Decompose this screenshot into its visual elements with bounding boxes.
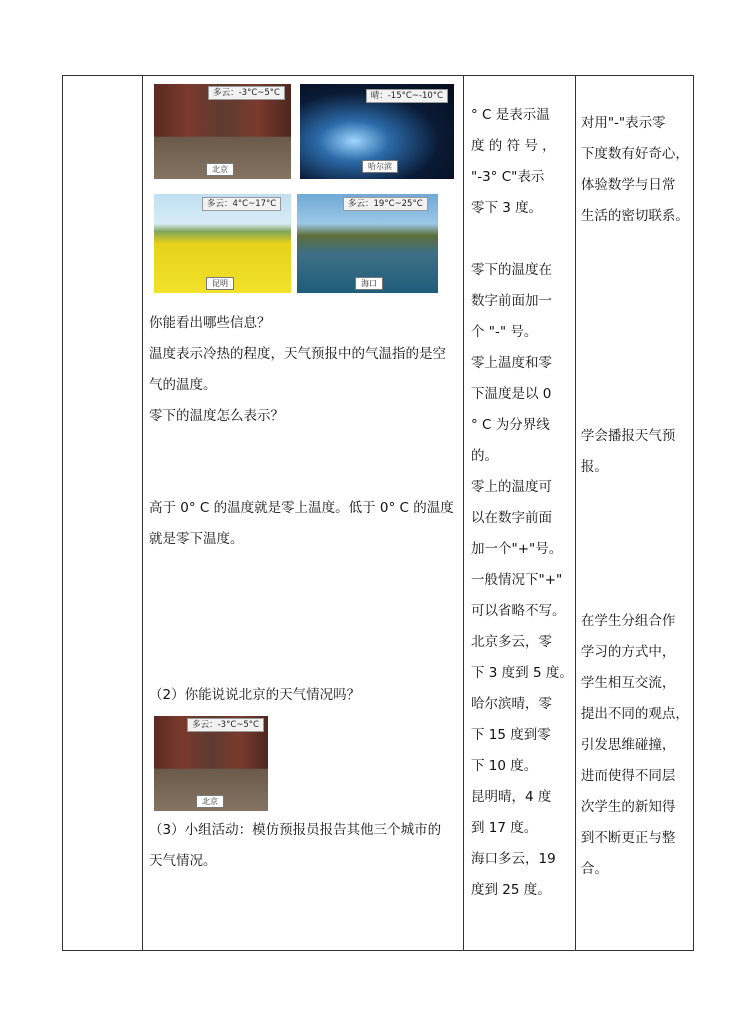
weather-label: 多云：-3°C~5°C [187,718,264,732]
student-line: 以在数字前面 [471,510,552,526]
question-4-line2: 天气情况。 [149,853,217,869]
question-2: 零下的温度怎么表示？ [149,408,284,424]
question-4-line1: （3）小组活动：模仿预报员报告其他三个城市的 [149,822,442,838]
student-line: 下 3 度到 5 度。 [471,665,573,681]
beijing-photo-small [154,716,268,811]
question-3: （2）你能说说北京的天气情况吗？ [149,687,361,703]
student-line: 零下的温度在 [471,262,552,278]
student-line: 数字前面加一 [471,293,552,309]
table-row [63,76,694,951]
answer-1-line1: 温度表示冷热的程度，天气预报中的气温指的是空 [149,346,446,362]
intent-line: 下度数有好奇心， [580,146,689,162]
intent-line: 提出不同的观点， [580,706,689,722]
weather-label: 多云：4°C~17°C [202,197,281,211]
student-line: 一般情况下"+" [471,572,563,588]
intent-line: 进而使得不同层 [580,768,676,784]
design-intent-cell [575,76,693,951]
intent-line: 报。 [580,459,608,475]
city-label: 昆明 [206,277,234,290]
city-label: 北京 [206,163,234,176]
intent-line: 生活的密切联系。 [580,208,689,224]
student-line [471,224,573,255]
answer-2-line2: 就是零下温度。 [149,531,244,547]
haikou-photo [297,194,438,293]
student-line: 哈尔滨晴，零 [471,696,552,712]
student-line: 的。 [471,448,498,464]
intent-line: 合。 [580,861,608,877]
harbin-photo [300,84,454,179]
city-label: 海口 [355,277,383,290]
beijing-photo [154,84,291,179]
student-line: 度到 25 度。 [471,882,551,898]
student-line: 零上温度和零 [471,355,552,371]
intent-line: 学生相互交流， [580,675,676,691]
intent-line: 对用"-"表示零 [580,115,666,131]
student-line: ° C 是表示温 [471,107,550,123]
student-line: 下温度是以 0 [471,386,552,402]
student-activity-cell [464,76,576,951]
intent-line: 学习的方式中， [580,644,676,660]
intent-line: 引发思维碰撞， [580,737,676,753]
student-line: 海口多云，19 [471,851,556,867]
student-line: 零上的温度可 [471,479,552,495]
weather-label: 多云：19°C~25°C [343,197,428,211]
question-1: 你能看出哪些信息？ [149,315,271,331]
kunming-photo [154,194,291,293]
answer-1-line2: 气的温度。 [149,377,217,393]
student-line: 下 10 度。 [471,758,538,774]
stage-cell [63,76,143,951]
intent-line: 体验数学与日常 [580,177,676,193]
intent-line: 学会播报天气预 [580,428,676,444]
weather-label: 多云：-3°C~5°C [208,86,285,100]
weather-label: 晴：-15°C~-10°C [366,89,448,103]
student-line: 零下 3 度。 [471,200,543,216]
student-line: 昆明晴，4 度 [471,789,552,805]
lesson-table [62,75,694,951]
student-line: 个 "-" 号。 [471,324,538,340]
student-line: 可以省略不写。 [471,603,566,619]
intent-line: 到不断更正与整 [580,830,676,846]
intent-line: 在学生分组合作 [580,613,676,629]
student-line: "-3° C"表示 [471,169,545,185]
student-line: ° C 为分界线 [471,417,550,433]
answer-2-line1: 高于 0° C 的温度就是零上温度。低于 0° C 的温度 [149,500,454,516]
student-line: 下 15 度到零 [471,727,551,743]
student-line: 度 的 符 号 ， [471,138,556,154]
student-line: 到 17 度。 [471,820,538,836]
student-line: 加一个"+"号。 [471,541,563,557]
activity-cell [143,76,464,951]
city-label: 北京 [196,795,224,808]
city-label: 哈尔滨 [362,160,398,173]
intent-line: 次学生的新知得 [580,799,676,815]
student-line: 北京多云，零 [471,634,552,650]
